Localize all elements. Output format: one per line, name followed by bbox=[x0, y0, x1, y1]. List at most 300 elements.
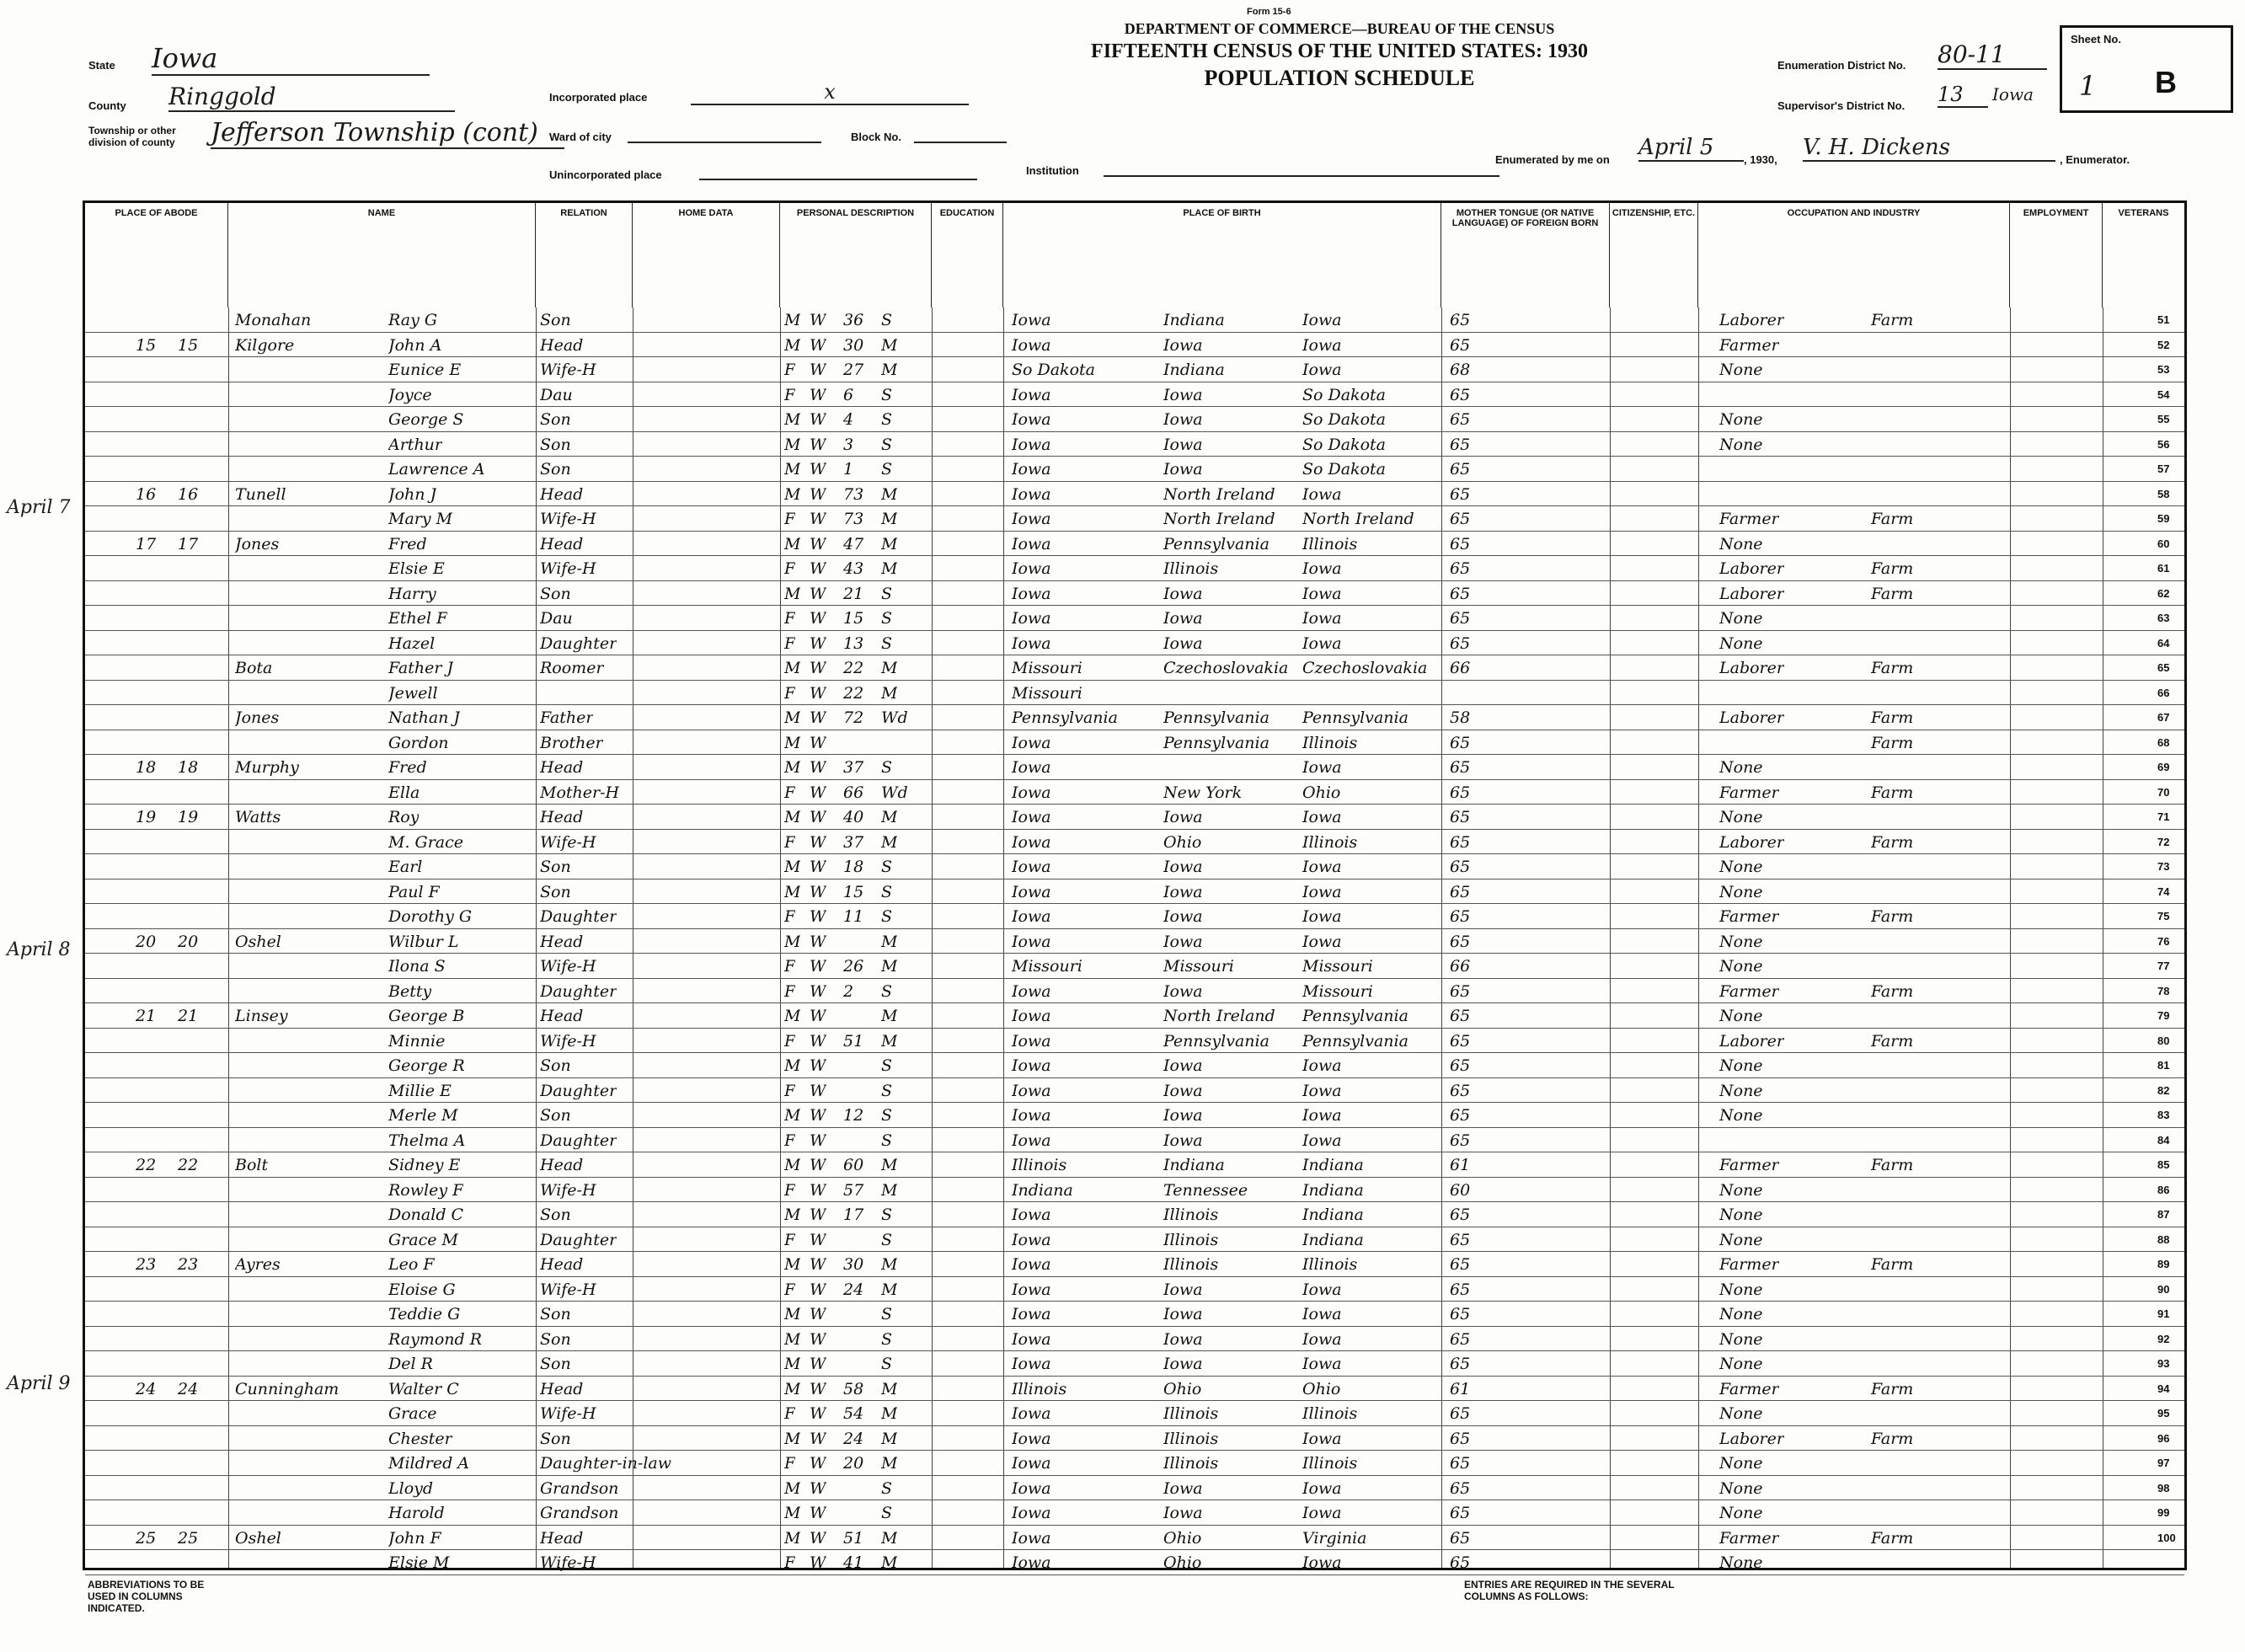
table-row bbox=[85, 805, 2184, 830]
enum-district-label: Enumeration District No. bbox=[1777, 59, 1906, 72]
father-birthplace: Iowa bbox=[1163, 1504, 1203, 1522]
birthplace: Iowa bbox=[1012, 534, 1051, 553]
occupation: None bbox=[1719, 1280, 1763, 1299]
table-row bbox=[85, 307, 2184, 333]
table-row bbox=[85, 1252, 2184, 1277]
table-row bbox=[85, 681, 2184, 706]
occupation: None bbox=[1719, 1106, 1763, 1125]
father-birthplace: Iowa bbox=[1163, 385, 1203, 404]
sex: M bbox=[784, 1478, 801, 1498]
line-number: 90 bbox=[2157, 1282, 2170, 1296]
marital-status: M bbox=[881, 1528, 898, 1548]
entries-title: ENTRIES ARE REQUIRED IN THE SEVERAL COLUMNS AS FOLLOWS: bbox=[1464, 1579, 1675, 1602]
birthplace-code: 65 bbox=[1450, 832, 1471, 852]
marital-status: M bbox=[881, 510, 898, 528]
sex: M bbox=[784, 733, 801, 752]
enumerator-label: , Enumerator. bbox=[2060, 153, 2130, 166]
marital-status: M bbox=[881, 1007, 898, 1025]
line-number: 77 bbox=[2157, 960, 2170, 972]
birthplace: Iowa bbox=[1012, 1230, 1051, 1249]
table-row bbox=[85, 333, 2184, 358]
table-row bbox=[85, 1500, 2184, 1526]
race: W bbox=[810, 1106, 826, 1125]
family-number: 18 bbox=[178, 758, 199, 777]
age: 37 bbox=[843, 832, 864, 852]
marital-status: M bbox=[881, 1031, 898, 1051]
sex: M bbox=[784, 808, 801, 826]
occupation: None bbox=[1719, 882, 1763, 901]
father-birthplace: Iowa bbox=[1163, 882, 1203, 901]
relation: Head bbox=[540, 1255, 584, 1274]
marital-status: S bbox=[881, 1355, 893, 1373]
marital-status: S bbox=[881, 609, 893, 628]
birthplace-code: 65 bbox=[1450, 882, 1471, 901]
birthplace-code: 65 bbox=[1450, 1478, 1471, 1498]
mother-birthplace: Iowa bbox=[1302, 559, 1342, 578]
industry: Farm bbox=[1871, 1031, 1914, 1051]
occupation: Laborer bbox=[1719, 1031, 1784, 1051]
birthplace-code: 65 bbox=[1450, 584, 1471, 603]
surname: Watts bbox=[235, 808, 281, 826]
father-birthplace: North Ireland bbox=[1163, 484, 1275, 504]
industry: Farm bbox=[1871, 510, 1914, 528]
father-birthplace: Iowa bbox=[1163, 609, 1203, 628]
dwelling-number: 22 bbox=[136, 1156, 157, 1174]
table-row bbox=[85, 1451, 2184, 1476]
line-number: 95 bbox=[2157, 1407, 2170, 1419]
mother-birthplace: Iowa bbox=[1302, 808, 1342, 826]
occupation: None bbox=[1719, 1404, 1763, 1423]
given-name: Grace M bbox=[388, 1230, 458, 1249]
relation: Dau bbox=[540, 609, 573, 628]
line-number: 99 bbox=[2157, 1506, 2170, 1519]
marital-status: S bbox=[881, 1106, 893, 1125]
surname: Linsey bbox=[235, 1007, 288, 1025]
line-number: 64 bbox=[2157, 636, 2170, 650]
line-number: 87 bbox=[2157, 1208, 2170, 1221]
marital-status: M bbox=[881, 484, 898, 504]
father-birthplace: North Ireland bbox=[1163, 510, 1275, 528]
marital-status: S bbox=[881, 1206, 893, 1224]
department-title: DEPARTMENT OF COMMERCE—BUREAU OF THE CENSUS bbox=[1124, 20, 1555, 37]
table-row bbox=[85, 830, 2184, 855]
relation: Son bbox=[540, 1355, 571, 1373]
race: W bbox=[810, 385, 826, 404]
birthplace: Iowa bbox=[1012, 335, 1051, 355]
birthplace: Iowa bbox=[1012, 858, 1051, 876]
marital-status: S bbox=[881, 634, 893, 653]
age: 40 bbox=[843, 808, 864, 826]
race: W bbox=[810, 634, 826, 653]
industry: Farm bbox=[1871, 559, 1914, 578]
occupation: Laborer bbox=[1719, 659, 1784, 677]
race: W bbox=[810, 1280, 826, 1299]
dwelling-number: 19 bbox=[136, 808, 157, 826]
marital-status: S bbox=[881, 460, 893, 478]
sex: F bbox=[784, 1280, 796, 1299]
birthplace-code: 65 bbox=[1450, 1429, 1471, 1448]
supervisor-label: Supervisor's District No. bbox=[1777, 99, 1906, 112]
line-number: 91 bbox=[2157, 1307, 2170, 1320]
occupation: None bbox=[1719, 361, 1763, 379]
given-name: Lawrence A bbox=[388, 460, 485, 478]
age: 54 bbox=[843, 1404, 864, 1423]
schedule-title: POPULATION SCHEDULE bbox=[1204, 66, 1475, 90]
sex: M bbox=[784, 708, 801, 727]
mother-birthplace: Ohio bbox=[1302, 1379, 1341, 1398]
table-row bbox=[85, 357, 2184, 382]
census-title: FIFTEENTH CENSUS OF THE UNITED STATES: 1930 bbox=[1091, 40, 1588, 62]
age: 24 bbox=[843, 1280, 864, 1299]
marital-status: M bbox=[881, 1379, 898, 1398]
relation: Head bbox=[540, 484, 584, 504]
birthplace: Iowa bbox=[1012, 1131, 1051, 1150]
race: W bbox=[810, 832, 826, 852]
birthplace-code: 65 bbox=[1450, 1329, 1471, 1349]
given-name: Merle M bbox=[388, 1106, 458, 1125]
marital-status: M bbox=[881, 808, 898, 826]
birthplace-code: 61 bbox=[1450, 1156, 1471, 1174]
marital-status: S bbox=[881, 882, 893, 901]
family-number: 22 bbox=[178, 1156, 199, 1174]
father-birthplace: Illinois bbox=[1163, 1206, 1219, 1224]
birthplace: Iowa bbox=[1012, 1454, 1051, 1473]
birthplace: Iowa bbox=[1012, 1478, 1051, 1498]
relation: Roomer bbox=[540, 659, 604, 677]
birthplace-code: 65 bbox=[1450, 1056, 1471, 1075]
father-birthplace: Indiana bbox=[1163, 1156, 1225, 1174]
sex: M bbox=[784, 1329, 801, 1349]
father-birthplace: Indiana bbox=[1163, 361, 1225, 379]
race: W bbox=[810, 311, 826, 329]
line-number: 53 bbox=[2157, 363, 2170, 376]
relation: Grandson bbox=[540, 1478, 619, 1498]
age: 37 bbox=[843, 758, 864, 777]
given-name: Ethel F bbox=[388, 609, 448, 628]
given-name: Elsie E bbox=[388, 559, 445, 578]
birthplace-code: 65 bbox=[1450, 1504, 1471, 1522]
given-name: John A bbox=[388, 335, 442, 355]
race: W bbox=[810, 1230, 826, 1249]
mother-birthplace: Iowa bbox=[1302, 584, 1342, 603]
industry: Farm bbox=[1871, 311, 1914, 329]
table-row bbox=[85, 432, 2184, 457]
birthplace: Iowa bbox=[1012, 484, 1051, 504]
table-row bbox=[85, 457, 2184, 482]
relation: Son bbox=[540, 460, 571, 478]
mother-birthplace: Iowa bbox=[1302, 335, 1342, 355]
occupation: None bbox=[1719, 609, 1763, 628]
family-number: 21 bbox=[178, 1007, 199, 1025]
birthplace: Iowa bbox=[1012, 1429, 1051, 1448]
race: W bbox=[810, 659, 826, 677]
marital-status: M bbox=[881, 335, 898, 355]
birthplace: Illinois bbox=[1012, 1379, 1067, 1398]
table-row bbox=[85, 1426, 2184, 1452]
birthplace: Iowa bbox=[1012, 1206, 1051, 1224]
birthplace-code: 65 bbox=[1450, 1081, 1471, 1100]
marital-status: S bbox=[881, 758, 893, 777]
race: W bbox=[810, 1081, 826, 1100]
line-number: 74 bbox=[2157, 885, 2170, 898]
industry: Farm bbox=[1871, 981, 1914, 1001]
sex: M bbox=[784, 758, 801, 777]
line-number: 73 bbox=[2157, 860, 2170, 873]
mother-birthplace: Iowa bbox=[1302, 484, 1342, 504]
relation: Son bbox=[540, 1106, 571, 1125]
mother-birthplace: Indiana bbox=[1302, 1156, 1364, 1174]
sex: M bbox=[784, 1355, 801, 1373]
relation: Mother-H bbox=[540, 783, 620, 802]
sex: F bbox=[784, 783, 796, 802]
industry: Farm bbox=[1871, 832, 1914, 852]
birthplace-code: 65 bbox=[1450, 1007, 1471, 1025]
father-birthplace: Iowa bbox=[1163, 932, 1203, 951]
mother-birthplace: Iowa bbox=[1302, 1553, 1342, 1572]
birthplace-code: 65 bbox=[1450, 1305, 1471, 1323]
surname: Monahan bbox=[235, 311, 312, 329]
occupation: None bbox=[1719, 1180, 1763, 1200]
birthplace: Pennsylvania bbox=[1012, 708, 1118, 727]
birthplace-code: 65 bbox=[1450, 1528, 1471, 1548]
father-birthplace: Iowa bbox=[1163, 981, 1203, 1001]
occupation: Farmer bbox=[1719, 907, 1779, 926]
mother-birthplace: So Dakota bbox=[1302, 460, 1386, 478]
relation: Son bbox=[540, 1329, 571, 1349]
marital-status: S bbox=[881, 1230, 893, 1249]
birthplace-code: 65 bbox=[1450, 1230, 1471, 1249]
relation: Head bbox=[540, 335, 584, 355]
col-name: NAME bbox=[228, 203, 536, 307]
age: 66 bbox=[843, 783, 864, 802]
industry: Farm bbox=[1871, 783, 1914, 802]
race: W bbox=[810, 584, 826, 603]
industry: Farm bbox=[1871, 907, 1914, 926]
occupation: None bbox=[1719, 932, 1763, 951]
mother-birthplace: So Dakota bbox=[1302, 435, 1386, 454]
marital-status: M bbox=[881, 1280, 898, 1299]
occupation: None bbox=[1719, 1056, 1763, 1075]
race: W bbox=[810, 1007, 826, 1025]
unincorporated-line bbox=[699, 179, 977, 180]
table-row bbox=[85, 1152, 2184, 1178]
race: W bbox=[810, 361, 826, 379]
birthplace: Iowa bbox=[1012, 808, 1051, 826]
mother-birthplace: Iowa bbox=[1302, 634, 1342, 653]
sex: F bbox=[784, 385, 796, 404]
line-number: 82 bbox=[2157, 1083, 2170, 1097]
family-number: 20 bbox=[178, 932, 199, 951]
given-name: Raymond R bbox=[388, 1329, 483, 1349]
line-number: 83 bbox=[2157, 1109, 2170, 1121]
marital-status: S bbox=[881, 1131, 893, 1150]
marital-status: Wd bbox=[881, 783, 908, 802]
occupation: Farmer bbox=[1719, 335, 1779, 355]
marital-status: M bbox=[881, 832, 898, 852]
marital-status: M bbox=[881, 1553, 898, 1572]
birthplace: So Dakota bbox=[1012, 361, 1095, 379]
mother-birthplace: Iowa bbox=[1302, 1504, 1342, 1522]
industry: Farm bbox=[1871, 708, 1914, 727]
occupation: Laborer bbox=[1719, 832, 1784, 852]
mother-birthplace: Illinois bbox=[1302, 534, 1358, 553]
birthplace: Iowa bbox=[1012, 311, 1051, 329]
given-name: M. Grace bbox=[388, 832, 464, 852]
dwelling-number: 18 bbox=[136, 758, 157, 777]
age: 30 bbox=[843, 335, 864, 355]
sex: M bbox=[784, 460, 801, 478]
line-number: 58 bbox=[2157, 487, 2170, 500]
marital-status: S bbox=[881, 1081, 893, 1100]
race: W bbox=[810, 907, 826, 926]
father-birthplace: Iowa bbox=[1163, 1056, 1203, 1075]
birthplace: Iowa bbox=[1012, 932, 1051, 951]
age: 18 bbox=[843, 858, 864, 876]
given-name: Jewell bbox=[388, 683, 438, 703]
line-number: 66 bbox=[2157, 686, 2170, 699]
father-birthplace: Illinois bbox=[1163, 1255, 1219, 1274]
given-name: Paul F bbox=[388, 882, 440, 901]
table-row bbox=[85, 1302, 2184, 1327]
birthplace-code: 58 bbox=[1450, 708, 1471, 727]
census-table bbox=[83, 200, 2187, 1570]
birthplace-code: 65 bbox=[1450, 510, 1471, 528]
dwelling-number: 25 bbox=[136, 1528, 157, 1548]
relation: Dau bbox=[540, 385, 573, 404]
marital-status: M bbox=[881, 534, 898, 553]
birthplace: Iowa bbox=[1012, 758, 1051, 777]
marital-status: M bbox=[881, 1404, 898, 1423]
line-number: 80 bbox=[2157, 1034, 2170, 1047]
mother-birthplace: Iowa bbox=[1302, 311, 1342, 329]
mother-birthplace: Iowa bbox=[1302, 1429, 1342, 1448]
occupation: None bbox=[1719, 1007, 1763, 1025]
age: 73 bbox=[843, 510, 864, 528]
given-name: Teddie G bbox=[388, 1305, 461, 1323]
father-birthplace: Iowa bbox=[1163, 1305, 1203, 1323]
given-name: Father J bbox=[388, 659, 454, 677]
line-number: 98 bbox=[2157, 1481, 2170, 1494]
occupation: Laborer bbox=[1719, 708, 1784, 727]
table-row bbox=[85, 854, 2184, 879]
relation: Son bbox=[540, 1429, 571, 1448]
birthplace-code: 65 bbox=[1450, 1131, 1471, 1150]
line-number: 62 bbox=[2157, 586, 2170, 600]
relation: Son bbox=[540, 410, 571, 429]
father-birthplace: Pennsylvania bbox=[1163, 708, 1269, 727]
relation: Daughter bbox=[540, 981, 617, 1001]
table-row bbox=[85, 929, 2184, 954]
race: W bbox=[810, 1355, 826, 1373]
margin-note: April 9 bbox=[7, 1373, 71, 1394]
marital-status: M bbox=[881, 1429, 898, 1448]
mother-birthplace: Iowa bbox=[1302, 1106, 1342, 1125]
industry: Farm bbox=[1871, 1528, 1914, 1548]
birthplace-code: 65 bbox=[1450, 932, 1471, 951]
father-birthplace: Iowa bbox=[1163, 1280, 1203, 1299]
marital-status: S bbox=[881, 311, 893, 329]
table-row bbox=[85, 879, 2184, 905]
occupation: Laborer bbox=[1719, 584, 1784, 603]
incorporated-label: Incorporated place bbox=[549, 91, 648, 104]
line-number: 63 bbox=[2157, 612, 2170, 624]
birthplace: Iowa bbox=[1012, 1504, 1051, 1522]
table-row bbox=[85, 1327, 2184, 1352]
birthplace: Illinois bbox=[1012, 1156, 1067, 1174]
marital-status: S bbox=[881, 858, 893, 876]
table-row bbox=[85, 780, 2184, 805]
age: 47 bbox=[843, 534, 864, 553]
birthplace-code: 60 bbox=[1450, 1180, 1471, 1200]
given-name: George S bbox=[388, 410, 464, 429]
father-birthplace: Ohio bbox=[1163, 1379, 1202, 1398]
line-number: 55 bbox=[2157, 413, 2170, 425]
age: 15 bbox=[843, 882, 864, 901]
race: W bbox=[810, 1180, 826, 1200]
table-row bbox=[85, 1377, 2184, 1402]
father-birthplace: Iowa bbox=[1163, 410, 1203, 429]
age: 13 bbox=[843, 634, 864, 653]
line-number: 57 bbox=[2157, 462, 2170, 475]
race: W bbox=[810, 858, 826, 876]
mother-birthplace: Indiana bbox=[1302, 1206, 1364, 1224]
family-number: 17 bbox=[178, 534, 199, 553]
relation: Daughter-in-law bbox=[540, 1454, 671, 1473]
occupation: Laborer bbox=[1719, 1429, 1784, 1448]
race: W bbox=[810, 559, 826, 578]
given-name: Dorothy G bbox=[388, 907, 473, 926]
sex: M bbox=[784, 584, 801, 603]
occupation: None bbox=[1719, 858, 1763, 876]
table-row bbox=[85, 1227, 2184, 1253]
line-number: 54 bbox=[2157, 388, 2170, 401]
table-row bbox=[85, 730, 2184, 756]
marital-status: M bbox=[881, 1454, 898, 1473]
mother-birthplace: Missouri bbox=[1302, 981, 1373, 1001]
given-name: Walter C bbox=[388, 1379, 459, 1398]
father-birthplace: Illinois bbox=[1163, 559, 1219, 578]
given-name: Eunice E bbox=[388, 361, 462, 379]
birthplace: Iowa bbox=[1012, 609, 1051, 628]
birthplace-code: 65 bbox=[1450, 460, 1471, 478]
relation: Wife-H bbox=[540, 510, 596, 528]
enumerated-date: April 5 bbox=[1638, 135, 1744, 162]
table-row bbox=[85, 506, 2184, 532]
relation: Daughter bbox=[540, 634, 617, 653]
birthplace: Iowa bbox=[1012, 783, 1051, 802]
sex: M bbox=[784, 435, 801, 454]
father-birthplace: Iowa bbox=[1163, 1355, 1203, 1373]
given-name: Leo F bbox=[388, 1255, 435, 1274]
birthplace: Iowa bbox=[1012, 1081, 1051, 1100]
marital-status: S bbox=[881, 584, 893, 603]
given-name: Ray G bbox=[388, 311, 438, 329]
occupation: None bbox=[1719, 957, 1763, 976]
supervisor-state: Iowa bbox=[1992, 84, 2034, 104]
col-veterans: VETERANS bbox=[2118, 208, 2169, 218]
block-label: Block No. bbox=[851, 131, 901, 143]
father-birthplace: Iowa bbox=[1163, 1106, 1203, 1125]
mother-birthplace: Illinois bbox=[1302, 1404, 1358, 1423]
occupation: None bbox=[1719, 1230, 1763, 1249]
birthplace-code: 65 bbox=[1450, 1553, 1471, 1572]
mother-birthplace: North Ireland bbox=[1302, 510, 1414, 528]
race: W bbox=[810, 1206, 826, 1224]
relation: Wife-H bbox=[540, 957, 596, 976]
given-name: Gordon bbox=[388, 733, 449, 752]
father-birthplace: Iowa bbox=[1163, 808, 1203, 826]
father-birthplace: Illinois bbox=[1163, 1429, 1219, 1448]
